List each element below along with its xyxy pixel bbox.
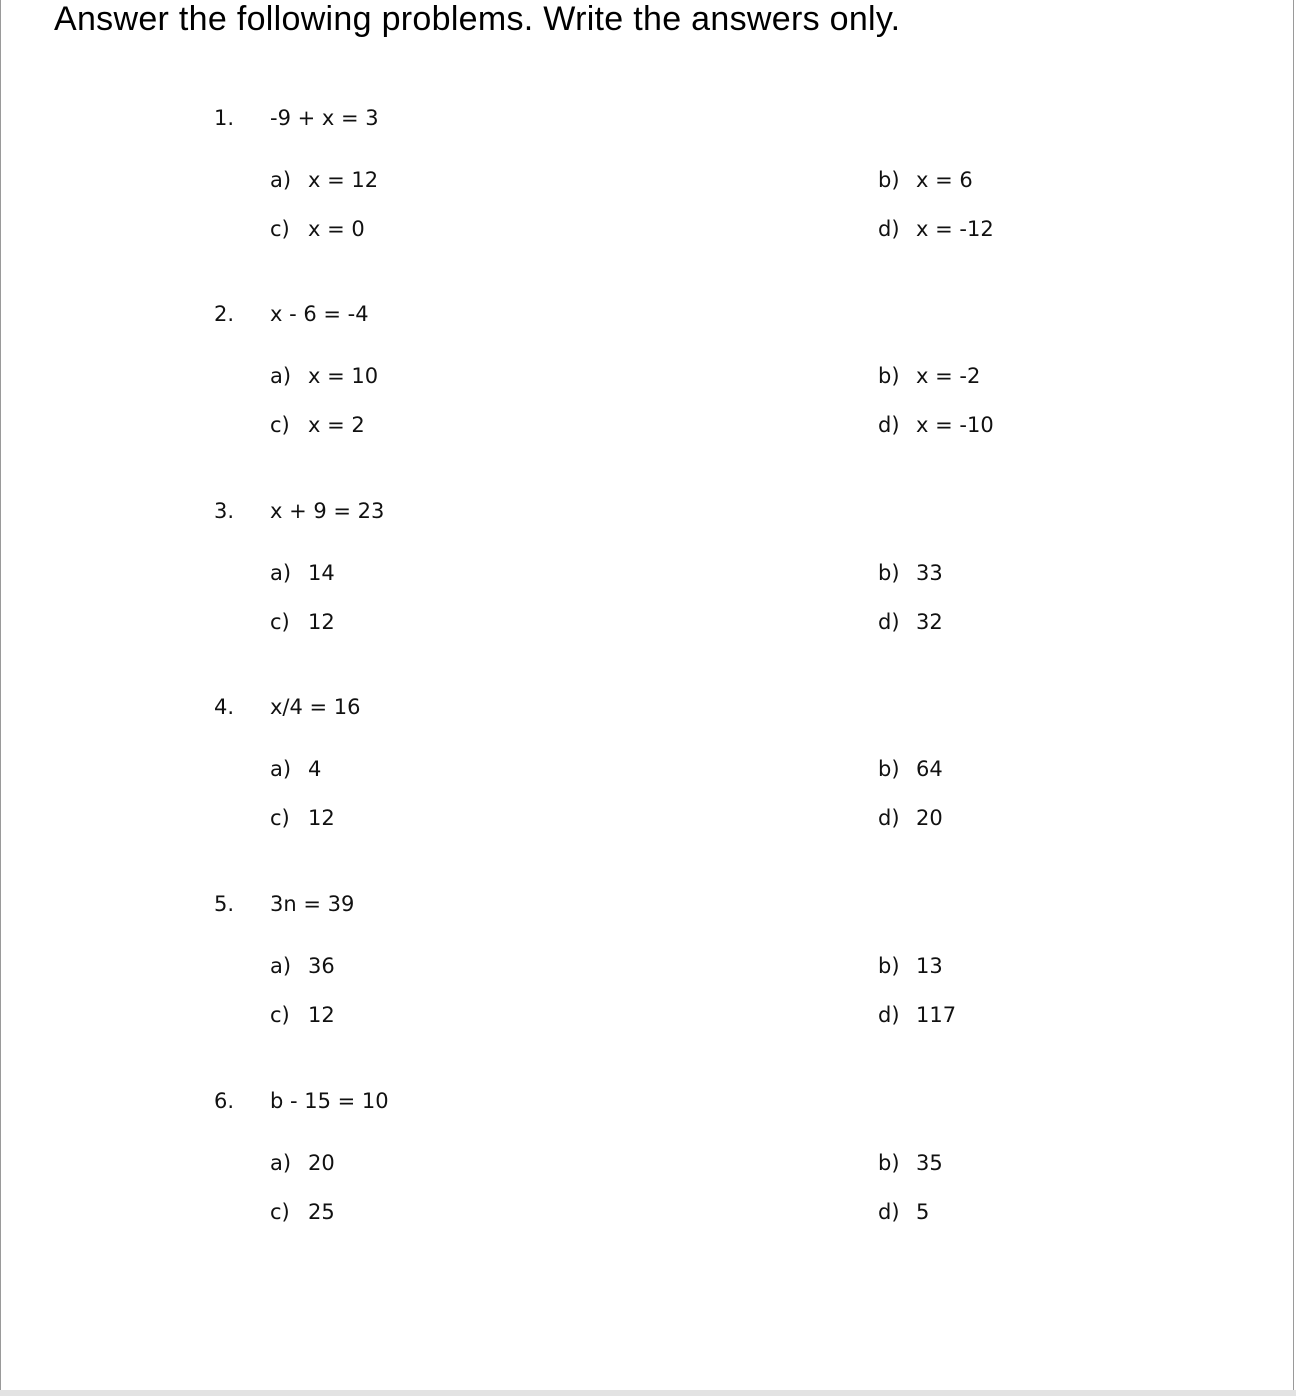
problem-equation: x/4 = 16 — [270, 695, 361, 719]
choice-text: 12 — [308, 1003, 335, 1027]
choice-letter: b) — [878, 364, 900, 388]
choice-letter: b) — [878, 1151, 900, 1175]
choice-text: x = 10 — [308, 364, 379, 388]
choice-c — [270, 1200, 335, 1224]
choice-letter: c) — [270, 413, 290, 437]
choice-a — [270, 954, 335, 978]
choice-text: x = -12 — [916, 217, 994, 241]
problem-number: 2. — [214, 302, 235, 326]
choice-letter: d) — [878, 1200, 900, 1224]
choice-letter: c) — [270, 217, 290, 241]
problem-number: 5. — [214, 892, 235, 916]
choice-a — [270, 168, 378, 192]
choice-letter: d) — [878, 610, 900, 634]
choice-text: 117 — [916, 1003, 957, 1027]
choice-text: 14 — [308, 561, 335, 585]
choice-letter: b) — [878, 954, 900, 978]
choice-letter: a) — [270, 757, 292, 781]
choice-text: x = -2 — [916, 364, 981, 388]
choice-text: x = 2 — [308, 413, 365, 437]
choice-letter: b) — [878, 168, 900, 192]
problem-equation: x - 6 = -4 — [270, 302, 369, 326]
choice-text: 20 — [916, 806, 943, 830]
choice-text: x = 0 — [308, 217, 365, 241]
problem-1 — [0, 106, 1296, 302]
choice-letter: a) — [270, 954, 292, 978]
choice-a — [270, 757, 321, 781]
choice-c — [270, 217, 365, 241]
choice-a — [270, 561, 335, 585]
choice-d — [878, 806, 943, 830]
choice-letter: d) — [878, 1003, 900, 1027]
choice-c — [270, 610, 335, 634]
choice-letter: b) — [878, 757, 900, 781]
choice-letter: a) — [270, 561, 292, 585]
choice-text: 5 — [916, 1200, 930, 1224]
choice-text: x = -10 — [916, 413, 994, 437]
choice-letter: d) — [878, 413, 900, 437]
choice-b — [878, 364, 980, 388]
choice-d — [878, 610, 943, 634]
problem-6 — [0, 1089, 1296, 1285]
choice-b — [878, 168, 973, 192]
problem-number: 3. — [214, 499, 235, 523]
choice-a — [270, 1151, 335, 1175]
choice-letter: c) — [270, 610, 290, 634]
problem-equation: b - 15 = 10 — [270, 1089, 389, 1113]
problem-5 — [0, 892, 1296, 1088]
choice-letter: a) — [270, 1151, 292, 1175]
problem-number: 6. — [214, 1089, 235, 1113]
problem-number: 4. — [214, 695, 235, 719]
choice-text: 4 — [308, 757, 322, 781]
choice-b — [878, 954, 943, 978]
choice-text: 12 — [308, 806, 335, 830]
problem-equation: 3n = 39 — [270, 892, 355, 916]
choice-b — [878, 1151, 943, 1175]
problem-4 — [0, 695, 1296, 891]
choice-letter: b) — [878, 561, 900, 585]
choice-letter: d) — [878, 217, 900, 241]
problem-equation: -9 + x = 3 — [270, 106, 379, 130]
choice-letter: c) — [270, 1003, 290, 1027]
choice-c — [270, 806, 335, 830]
choice-text: 13 — [916, 954, 943, 978]
choice-d — [878, 1200, 929, 1224]
instructions-title: Answer the following problems. Write the answers only. — [54, 0, 901, 38]
choice-d — [878, 217, 994, 241]
choice-c — [270, 413, 365, 437]
choice-text: 32 — [916, 610, 943, 634]
choice-text: 25 — [308, 1200, 335, 1224]
choice-c — [270, 1003, 335, 1027]
problem-2 — [0, 302, 1296, 498]
problem-3 — [0, 499, 1296, 695]
problem-equation: x + 9 = 23 — [270, 499, 385, 523]
bottom-scroll-edge — [0, 1390, 1296, 1396]
choice-text: 33 — [916, 561, 943, 585]
choice-letter: c) — [270, 1200, 290, 1224]
choice-text: 36 — [308, 954, 335, 978]
problem-number: 1. — [214, 106, 235, 130]
choice-b — [878, 561, 943, 585]
choice-letter: d) — [878, 806, 900, 830]
choice-text: 20 — [308, 1151, 335, 1175]
choice-text: 12 — [308, 610, 335, 634]
choice-text: 64 — [916, 757, 943, 781]
choice-b — [878, 757, 943, 781]
choice-letter: a) — [270, 364, 292, 388]
choice-text: 35 — [916, 1151, 943, 1175]
choice-letter: a) — [270, 168, 292, 192]
choice-a — [270, 364, 378, 388]
choice-d — [878, 413, 994, 437]
choice-d — [878, 1003, 956, 1027]
choice-text: x = 6 — [916, 168, 973, 192]
choice-text: x = 12 — [308, 168, 379, 192]
choice-letter: c) — [270, 806, 290, 830]
